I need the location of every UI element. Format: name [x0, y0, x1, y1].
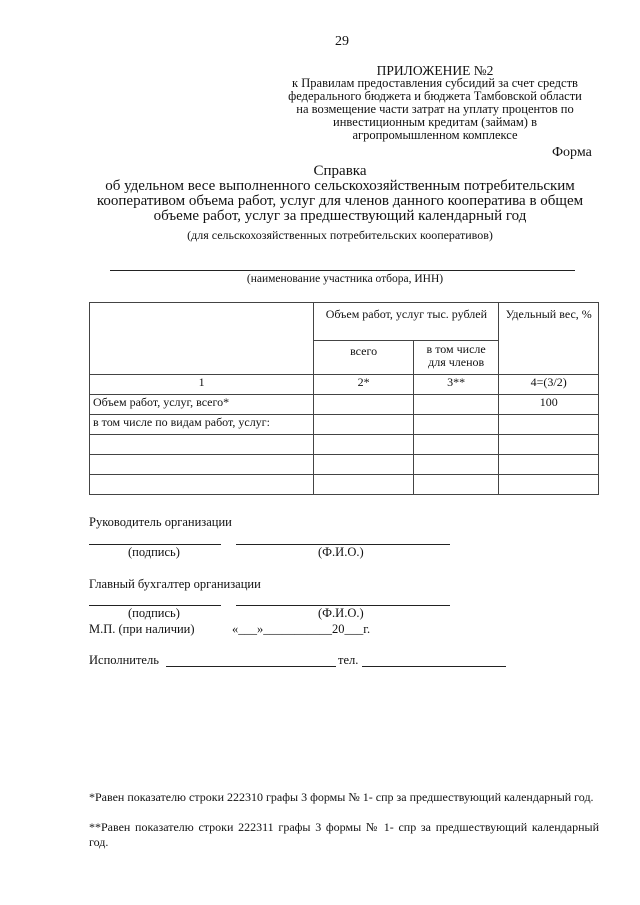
- phone-label: тел.: [338, 653, 359, 667]
- page-number: 29: [335, 34, 349, 49]
- cell-members: [413, 435, 499, 455]
- annex-line: агропромышленном комплексе: [352, 128, 518, 142]
- col-number: 1: [90, 375, 314, 395]
- accountant-sign-caption: (подпись): [128, 606, 180, 620]
- head-sign-caption: (подпись): [128, 545, 180, 559]
- head-label: Руководитель организации: [89, 515, 232, 529]
- title-line: объеме работ, услуг за предшествующий календарный год: [153, 208, 527, 224]
- title-line: кооперативом объема работ, услуг для членов данного кооператива в общем: [96, 193, 584, 209]
- row-label: в том числе по видам работ, услуг:: [90, 415, 314, 435]
- title-line: об удельном весе выполненного сельскохозяйственным потребительским: [105, 178, 575, 194]
- table-row: [90, 475, 599, 495]
- cell-total: [314, 395, 414, 415]
- table-row: [90, 435, 599, 455]
- header-volume: Объем работ, услуг тыс. рублей: [314, 303, 499, 341]
- date-field: «___»___________20___г.: [232, 622, 371, 636]
- title-heading: Справка: [313, 163, 367, 179]
- footnote: **Равен показателю строки 222311 графы 3 формы № 1- спр за предшествующий календарный год.: [89, 820, 599, 849]
- participant-caption: (наименование участника отбора, ИНН): [246, 273, 444, 285]
- cell-share: [499, 415, 599, 435]
- table-row: [90, 455, 599, 475]
- header-total: всего: [314, 341, 414, 375]
- annex-line: к Правилам предоставления субсидий за счет средств: [292, 76, 578, 90]
- cell-members: [413, 415, 499, 435]
- cell-total: [314, 455, 414, 475]
- table-corner-cell: [90, 303, 314, 375]
- document-title: [60, 164, 620, 224]
- col-number: 4=(3/2): [499, 375, 599, 395]
- header-members: в том числе для членов: [413, 341, 499, 375]
- accountant-fio-caption: (Ф.И.О.): [318, 606, 364, 620]
- annex-line: федерального бюджета и бюджета Тамбовской области: [288, 89, 582, 103]
- row-label: Объем работ, услуг, всего*: [90, 395, 314, 415]
- cell-members: [413, 455, 499, 475]
- cell-total: [314, 415, 414, 435]
- table-row: [90, 395, 599, 415]
- executor-line: [166, 666, 336, 667]
- head-fio-caption: (Ф.И.О.): [318, 545, 364, 559]
- accountant-label: Главный бухгалтер организации: [89, 577, 261, 591]
- annex-block: [255, 64, 615, 142]
- col-number: 3**: [413, 375, 499, 395]
- annex-line: на возмещение части затрат на уплату процентов по: [296, 102, 574, 116]
- table-row: [90, 375, 599, 395]
- cell-total: [314, 475, 414, 495]
- row-label: [90, 435, 314, 455]
- cell-share: [499, 455, 599, 475]
- footnote: *Равен показателю строки 222310 графы 3 формы № 1- спр за предшествующий календарный год.: [89, 790, 594, 804]
- col-number: 2*: [314, 375, 414, 395]
- cell-total: [314, 435, 414, 455]
- cell-members: [413, 475, 499, 495]
- row-label: [90, 455, 314, 475]
- title-note: (для сельскохозяйственных потребительских кооперативов): [187, 228, 493, 242]
- participant-line: [110, 270, 575, 271]
- form-label: Форма: [552, 145, 592, 160]
- table-row: [90, 415, 599, 435]
- stamp-label: М.П. (при наличии): [89, 622, 195, 636]
- annex-line: инвестиционным кредитам (займам) в: [333, 115, 537, 129]
- cell-share: [499, 435, 599, 455]
- header-share: Удельный вес, %: [499, 303, 599, 375]
- cell-members: [413, 395, 499, 415]
- executor-label: Исполнитель: [89, 653, 159, 667]
- cell-share: [499, 475, 599, 495]
- cell-share: 100: [499, 395, 599, 415]
- annex-title: ПРИЛОЖЕНИЕ №2: [376, 63, 494, 78]
- volume-table: [89, 302, 599, 495]
- phone-line: [362, 666, 506, 667]
- row-label: [90, 475, 314, 495]
